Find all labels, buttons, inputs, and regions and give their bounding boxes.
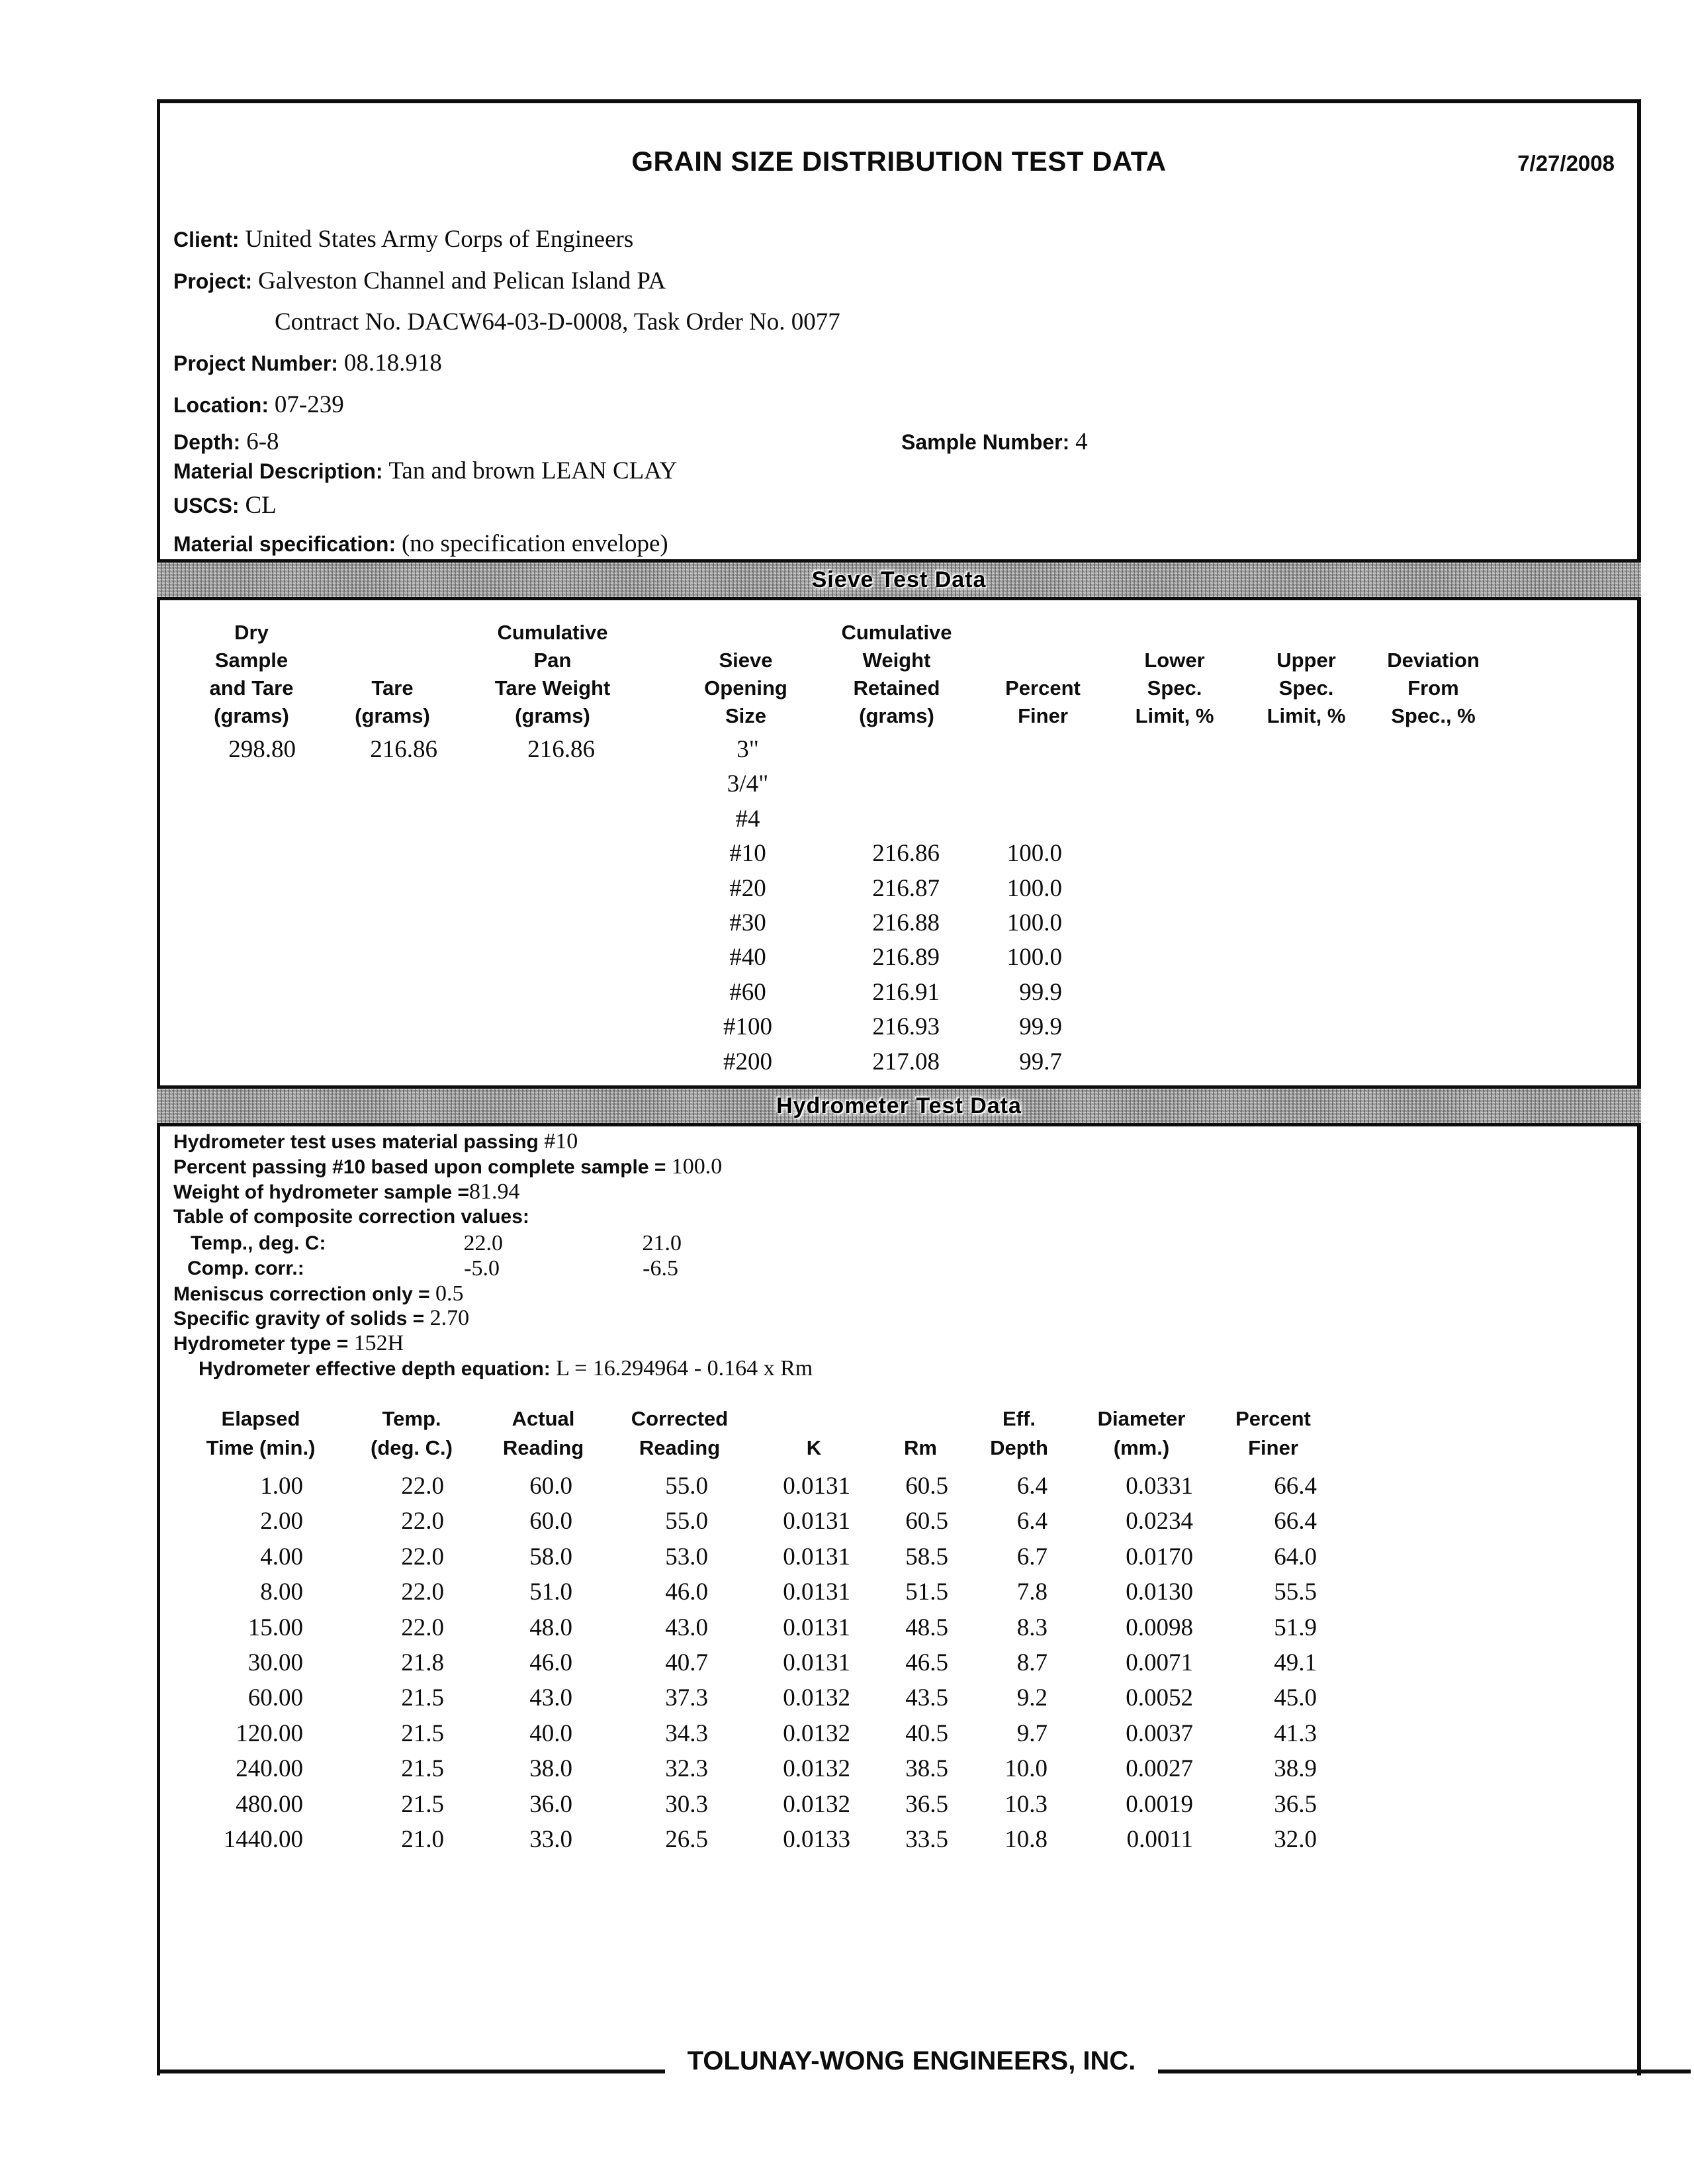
material-specification-label: Material specification: — [173, 532, 396, 556]
column-header: Tare (grams) — [355, 676, 430, 727]
hydrometer-note — [173, 1205, 529, 1230]
table-cell: 100.0 — [1006, 840, 1062, 867]
table-cell: 0.0132 — [783, 1720, 850, 1747]
table-cell: 22.0 — [401, 1578, 444, 1606]
note-label: Weight of hydrometer sample = — [173, 1181, 470, 1203]
table-cell: 2.00 — [260, 1508, 303, 1535]
table-cell: 0.0131 — [783, 1473, 850, 1500]
table-cell: 216.89 — [872, 944, 940, 971]
table-cell: 21.5 — [401, 1684, 444, 1711]
footer-rule-left — [157, 2070, 665, 2073]
table-row — [0, 909, 1694, 940]
footer-rule-right — [1158, 2070, 1691, 2073]
table-cell: 38.5 — [905, 1755, 948, 1782]
table-cell: 0.0071 — [1126, 1649, 1193, 1676]
table-row — [0, 839, 1694, 871]
project-row — [173, 268, 666, 295]
table-row — [0, 1790, 1694, 1822]
table-cell: 43.0 — [529, 1684, 572, 1711]
material-description-row — [173, 458, 677, 484]
table-cell: 6.7 — [1016, 1543, 1048, 1570]
table-cell: 216.93 — [872, 1013, 940, 1040]
table-cell: #10 — [729, 840, 766, 867]
table-cell: 216.91 — [872, 979, 940, 1006]
table-row — [0, 1013, 1694, 1044]
table-cell: 53.0 — [665, 1543, 708, 1570]
table-cell: 26.5 — [665, 1826, 708, 1853]
correction-temp-row — [191, 1231, 682, 1256]
table-cell: #20 — [729, 875, 766, 902]
sieve-table-header — [0, 619, 1694, 733]
table-cell: 0.0133 — [783, 1826, 850, 1853]
table-cell: 46.0 — [529, 1649, 572, 1676]
table-cell: 0.0052 — [1126, 1684, 1193, 1711]
table-row — [0, 1649, 1694, 1680]
table-cell: 0.0131 — [783, 1508, 850, 1535]
note-value: 100.0 — [671, 1154, 723, 1179]
table-cell: 51.9 — [1274, 1614, 1317, 1641]
note-label: Meniscus correction only = — [173, 1283, 435, 1305]
hydrometer-note — [173, 1281, 463, 1307]
table-cell: 0.0131 — [783, 1543, 850, 1570]
table-cell: 4.00 — [260, 1543, 303, 1570]
sieve-banner-label: Sieve Test Data — [811, 567, 987, 592]
table-cell: 216.86 — [370, 736, 437, 763]
table-cell: 100.0 — [1006, 875, 1062, 902]
table-row — [0, 1472, 1694, 1504]
table-cell: 1.00 — [260, 1473, 303, 1500]
table-cell: 36.0 — [529, 1791, 572, 1818]
table-cell: 51.0 — [529, 1578, 572, 1606]
table-cell: 216.86 — [527, 736, 595, 763]
table-cell: 41.3 — [1274, 1720, 1317, 1747]
table-cell: 0.0170 — [1126, 1543, 1193, 1570]
table-cell: 30.3 — [665, 1791, 708, 1818]
table-cell: 66.4 — [1274, 1508, 1317, 1535]
table-row — [0, 805, 1694, 837]
uscs-value: CL — [245, 492, 277, 519]
table-row — [0, 1578, 1694, 1610]
note-label: Percent passing #10 based upon complete sample = — [173, 1156, 672, 1178]
table-cell: 55.0 — [665, 1508, 708, 1535]
column-header: Dry Sample and Tare (grams) — [209, 621, 294, 727]
table-row — [0, 1614, 1694, 1645]
table-cell: 10.0 — [1004, 1755, 1048, 1782]
table-cell: 8.7 — [1016, 1649, 1048, 1676]
table-cell: 6.4 — [1016, 1508, 1048, 1535]
table-cell: 0.0234 — [1126, 1508, 1193, 1535]
table-cell: 0.0019 — [1126, 1791, 1193, 1818]
table-cell: 48.0 — [529, 1614, 572, 1641]
table-cell: 9.7 — [1016, 1720, 1048, 1747]
hydrometer-banner-label: Hydrometer Test Data — [776, 1093, 1022, 1118]
note-label: Hydrometer test uses material passing — [173, 1131, 545, 1153]
note-value: 152H — [353, 1331, 404, 1355]
table-cell: 217.08 — [872, 1048, 940, 1075]
table-cell: 7.8 — [1016, 1578, 1048, 1606]
note-label: Table of composite correction values: — [173, 1206, 529, 1228]
hydrometer-note — [173, 1179, 520, 1205]
table-cell: 55.5 — [1274, 1578, 1317, 1606]
sample-number-label: Sample Number: — [901, 430, 1070, 454]
table-cell: 58.5 — [905, 1543, 948, 1570]
contract-row — [275, 309, 840, 336]
sieve-test-data-banner — [157, 559, 1641, 600]
table-row — [0, 874, 1694, 906]
column-header: Elapsed Time (min.) — [206, 1407, 316, 1459]
table-row — [0, 1684, 1694, 1715]
table-cell: #40 — [729, 944, 766, 971]
client-row — [173, 226, 633, 253]
table-cell: 3/4" — [727, 770, 769, 797]
table-cell: 36.5 — [1274, 1791, 1317, 1818]
column-header: Percent Finer — [1005, 676, 1081, 727]
table-cell: 21.5 — [401, 1720, 444, 1747]
column-header: Rm — [904, 1436, 937, 1459]
table-cell: 66.4 — [1274, 1473, 1317, 1500]
table-row — [0, 978, 1694, 1010]
table-cell: 33.5 — [905, 1826, 948, 1853]
client-label: Client: — [173, 228, 240, 251]
sample-number-group — [901, 429, 1088, 455]
note-value: 2.70 — [429, 1306, 470, 1330]
correction-corr-row — [187, 1256, 678, 1281]
report-title: GRAIN SIZE DISTRIBUTION TEST DATA — [631, 146, 1167, 177]
client-value: United States Army Corps of Engineers — [245, 226, 634, 253]
table-cell: 32.0 — [1274, 1826, 1317, 1853]
sample-number-value: 4 — [1075, 428, 1088, 455]
column-header: Diameter (mm.) — [1097, 1407, 1186, 1459]
correction-corr-2: -6.5 — [643, 1256, 678, 1281]
table-cell: 8.00 — [260, 1578, 303, 1606]
table-cell: 22.0 — [401, 1614, 444, 1641]
table-cell: 0.0131 — [783, 1614, 850, 1641]
table-cell: 58.0 — [529, 1543, 572, 1570]
contract-value: Contract No. DACW64-03-D-0008, Task Order No. 0077 — [275, 308, 840, 336]
hydrometer-depth-equation — [199, 1356, 813, 1382]
material-specification-row — [173, 531, 668, 557]
table-cell: 40.5 — [905, 1720, 948, 1747]
table-cell: 9.2 — [1016, 1684, 1048, 1711]
table-row — [0, 1507, 1694, 1539]
table-cell: 30.00 — [247, 1649, 303, 1676]
table-cell: 51.5 — [905, 1578, 948, 1606]
table-cell: 0.0011 — [1126, 1826, 1193, 1853]
project-label: Project: — [173, 269, 253, 293]
table-cell: 0.0130 — [1126, 1578, 1193, 1606]
uscs-label: USCS: — [173, 494, 240, 518]
table-cell: 46.5 — [905, 1649, 948, 1676]
table-cell: 34.3 — [665, 1720, 708, 1747]
table-cell: 60.5 — [905, 1473, 948, 1500]
table-cell: 40.0 — [529, 1720, 572, 1747]
hydrometer-note — [173, 1154, 722, 1180]
table-cell: 0.0037 — [1126, 1720, 1193, 1747]
table-cell: 298.80 — [228, 736, 296, 763]
material-specification-value: (no specification envelope) — [401, 530, 668, 557]
table-cell: 15.00 — [247, 1614, 303, 1641]
table-cell: 40.7 — [665, 1649, 708, 1676]
table-cell: 0.0132 — [783, 1791, 850, 1818]
table-row — [0, 943, 1694, 975]
table-cell: 60.00 — [247, 1684, 303, 1711]
hydrometer-note — [173, 1129, 578, 1155]
table-cell: 0.0131 — [783, 1578, 850, 1606]
column-header: Actual Reading — [502, 1407, 584, 1459]
table-cell: 99.9 — [1019, 1013, 1062, 1040]
table-cell: 22.0 — [401, 1473, 444, 1500]
location-label: Location: — [173, 393, 269, 417]
table-cell: 55.0 — [665, 1473, 708, 1500]
note-label: Comp. corr.: — [187, 1257, 304, 1279]
table-cell: 99.7 — [1019, 1048, 1062, 1075]
table-row — [0, 770, 1694, 801]
table-cell: 0.0027 — [1126, 1755, 1193, 1782]
table-cell: 60.0 — [529, 1508, 572, 1535]
note-label: Hydrometer effective depth equation: — [199, 1358, 557, 1380]
table-cell: 21.0 — [401, 1826, 444, 1853]
table-row — [0, 735, 1694, 767]
project-number-value: 08.18.918 — [343, 349, 442, 377]
table-cell: 48.5 — [905, 1614, 948, 1641]
note-label: Hydrometer type = — [173, 1333, 354, 1355]
column-header: Corrected Reading — [631, 1407, 729, 1459]
table-cell: 60.0 — [529, 1473, 572, 1500]
table-row — [0, 1048, 1694, 1079]
table-cell: 10.3 — [1004, 1791, 1048, 1818]
table-cell: #100 — [723, 1013, 772, 1040]
table-cell: 43.5 — [905, 1684, 948, 1711]
table-cell: #30 — [729, 909, 766, 936]
table-cell: 100.0 — [1006, 944, 1062, 971]
table-cell: 480.00 — [236, 1791, 303, 1818]
note-value: #10 — [544, 1129, 578, 1154]
note-value: L = 16.294964 - 0.164 x Rm — [556, 1356, 813, 1381]
table-cell: 38.0 — [529, 1755, 572, 1782]
column-header: Eff. Depth — [990, 1407, 1048, 1459]
table-cell: 216.86 — [872, 840, 940, 867]
table-cell: 0.0098 — [1126, 1614, 1193, 1641]
table-cell: 33.0 — [529, 1826, 572, 1853]
table-cell: 21.5 — [401, 1791, 444, 1818]
uscs-row — [173, 492, 277, 519]
depth-value: 6-8 — [246, 428, 279, 455]
table-cell: 3" — [736, 736, 759, 763]
hydrometer-note — [173, 1331, 404, 1357]
location-value: 07-239 — [274, 391, 344, 418]
table-cell: 0.0132 — [783, 1755, 850, 1782]
table-cell: 216.87 — [872, 875, 940, 902]
table-cell: 240.00 — [236, 1755, 303, 1782]
column-header: Percent Finer — [1235, 1407, 1311, 1459]
table-cell: 38.9 — [1274, 1755, 1317, 1782]
table-cell: 6.4 — [1016, 1473, 1048, 1500]
depth-label: Depth: — [173, 430, 241, 454]
note-label: Specific gravity of solids = — [173, 1308, 430, 1330]
table-cell: 36.5 — [905, 1791, 948, 1818]
table-cell: 8.3 — [1016, 1614, 1048, 1641]
correction-temp-1: 22.0 — [463, 1231, 503, 1255]
material-description-value: Tan and brown LEAN CLAY — [388, 457, 678, 484]
column-header: Upper Spec. Limit, % — [1267, 649, 1346, 727]
table-cell: 46.0 — [665, 1578, 708, 1606]
note-value: 81.94 — [469, 1179, 520, 1204]
correction-corr-1: -5.0 — [464, 1256, 500, 1281]
table-cell: 43.0 — [665, 1614, 708, 1641]
table-cell: 99.9 — [1019, 979, 1062, 1006]
table-cell: 64.0 — [1274, 1543, 1317, 1570]
table-cell: 49.1 — [1274, 1649, 1317, 1676]
company-name: TOLUNAY-WONG ENGINEERS, INC. — [687, 2046, 1136, 2075]
column-header: Cumulative Weight Retained (grams) — [841, 621, 952, 727]
table-cell: #4 — [735, 805, 760, 833]
table-cell: #200 — [723, 1048, 772, 1075]
table-row — [0, 1825, 1694, 1857]
note-value: 0.5 — [435, 1281, 464, 1306]
report-date: 7/27/2008 — [1517, 151, 1615, 175]
table-cell: 22.0 — [401, 1543, 444, 1570]
material-description-label: Material Description: — [173, 459, 383, 483]
location-row — [173, 392, 344, 418]
table-cell: 0.0331 — [1126, 1473, 1193, 1500]
table-cell: 100.0 — [1006, 909, 1062, 936]
table-cell: 21.8 — [401, 1649, 444, 1676]
column-header: Cumulative Pan Tare Weight (grams) — [494, 621, 611, 727]
project-number-row — [173, 350, 442, 377]
project-number-label: Project Number: — [173, 351, 338, 375]
column-header: Sieve Opening Size — [704, 649, 787, 727]
table-cell: #60 — [729, 979, 766, 1006]
table-cell: 0.0132 — [783, 1684, 850, 1711]
table-cell: 22.0 — [401, 1508, 444, 1535]
column-header: Deviation From Spec., % — [1387, 649, 1480, 727]
table-cell: 37.3 — [665, 1684, 708, 1711]
correction-temp-2: 21.0 — [642, 1231, 682, 1255]
table-cell: 0.0131 — [783, 1649, 850, 1676]
table-cell: 1440.00 — [223, 1826, 303, 1853]
column-header: K — [806, 1436, 822, 1459]
hydrometer-note — [173, 1306, 469, 1332]
table-cell: 10.8 — [1004, 1826, 1048, 1853]
column-header: Lower Spec. Limit, % — [1135, 649, 1214, 727]
column-header: Temp. (deg. C.) — [371, 1407, 453, 1459]
depth-row — [173, 428, 1088, 455]
table-cell: 60.5 — [905, 1508, 948, 1535]
table-cell: 120.00 — [236, 1720, 303, 1747]
note-label: Temp., deg. C: — [191, 1232, 326, 1254]
table-row — [0, 1754, 1694, 1786]
hydrometer-table-header — [0, 1404, 1694, 1464]
hydrometer-test-data-banner — [157, 1085, 1641, 1126]
table-cell: 32.3 — [665, 1755, 708, 1782]
table-cell: 45.0 — [1274, 1684, 1317, 1711]
table-cell: 216.88 — [872, 909, 940, 936]
table-cell: 21.5 — [401, 1755, 444, 1782]
table-row — [0, 1719, 1694, 1751]
table-row — [0, 1543, 1694, 1574]
project-value: Galveston Channel and Pelican Island PA — [258, 267, 666, 295]
